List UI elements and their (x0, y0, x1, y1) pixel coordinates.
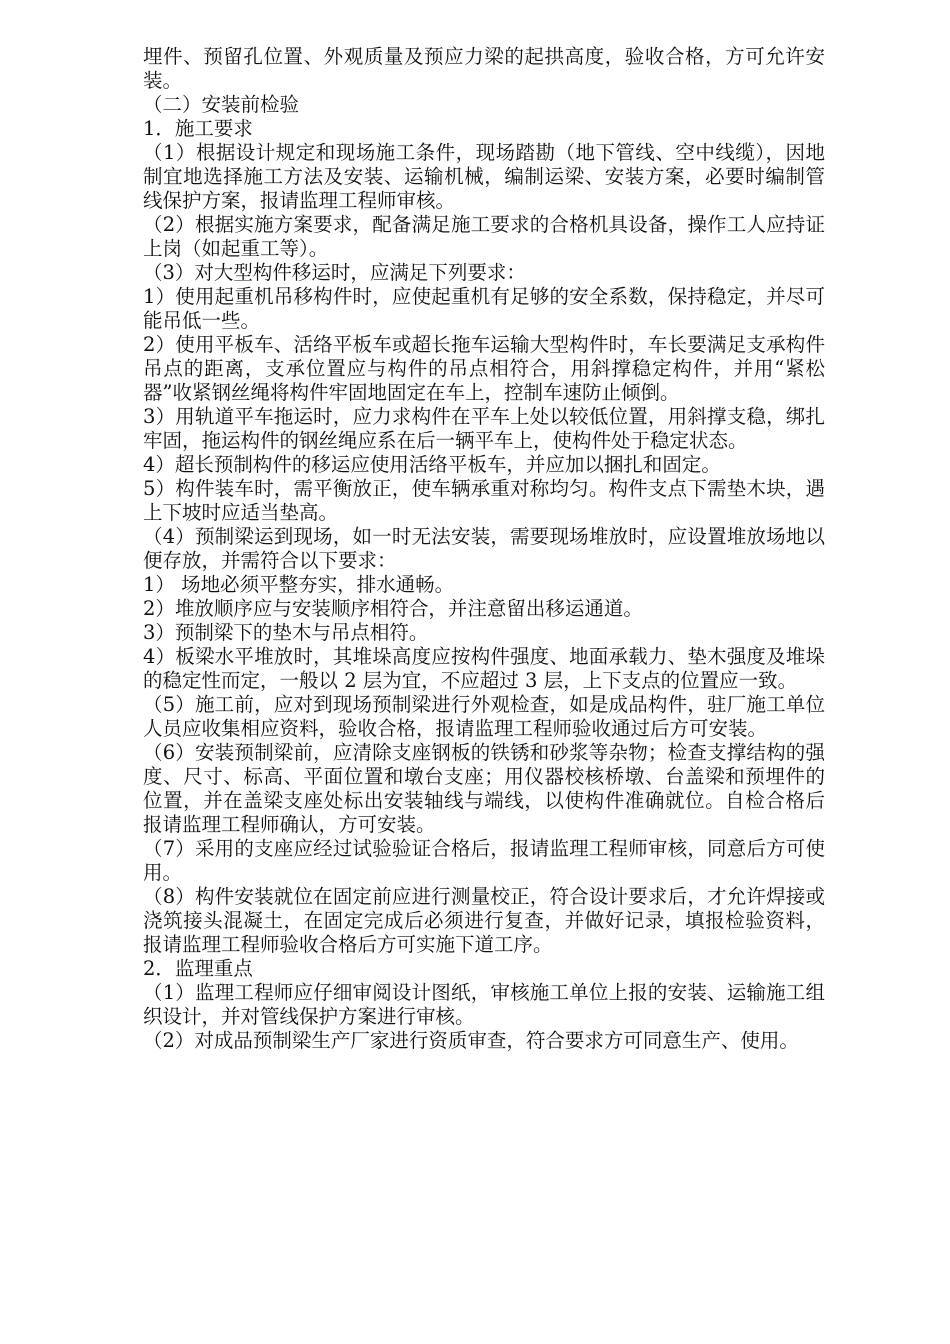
list-item-3-5: 5）构件装车时，需平衡放正，使车辆承重对称均匀。构件支点下需垫木块，遇上下坡时应适当垫高。 (143, 477, 825, 524)
subheading-construction-requirements: 1．施工要求 (143, 117, 253, 140)
paragraph-requirement-2: （2）根据实施方案要求，配备满足施工要求的合格机具设备，操作工人应持证上岗（如起重工等）。 (143, 213, 825, 260)
list-item-4-1: 1） 场地必须平整夯实，排水通畅。 (143, 573, 455, 596)
section-heading-pre-installation-inspection: （二）安装前检验 (143, 93, 300, 116)
paragraph-requirement-8: （8）构件安装就位在固定前应进行测量校正，符合设计要求后，才允许焊接或浇筑接头混凝土，在固定完成后必须进行复查，并做好记录，填报检验资料，报请监理工程师验收合格后方可实施下道工序。 (143, 885, 825, 956)
list-item-3-4: 4）超长预制构件的移运应使用活络平板车，并应加以捆扎和固定。 (143, 453, 721, 476)
list-item-3-2: 2）使用平板车、活络平板车或超长拖车运输大型构件时，车长要满足支承构件吊点的距离，支承位置应与构件的吊点相符合，用斜撑稳定构件，并用“紧松器”收紧钢丝绳将构件牢固地固定在车上，控制车速防止倾倒。 (143, 333, 825, 404)
list-item-3-3: 3）用轨道平车拖运时，应力求构件在平车上处以较低位置，用斜撑支稳，绑扎牢固，拖运构件的钢丝绳应系在后一辆平车上，使构件处于稳定状态。 (143, 405, 825, 452)
paragraph-requirement-1: （1）根据设计规定和现场施工条件，现场踏勘（地下管线、空中线缆），因地制宜地选择施工方法及安装、运输机械，编制运梁、安装方案，必要时编制管线保护方案，报请监理工程师审核。 (143, 141, 825, 212)
paragraph-requirement-7: （7）采用的支座应经过试验验证合格后，报请监理工程师审核，同意后方可使用。 (143, 837, 825, 884)
list-item-4-2: 2）堆放顺序应与安装顺序相符合，并注意留出移运通道。 (143, 597, 643, 620)
document-page (143, 45, 825, 1053)
paragraph-requirement-6: （6）安装预制梁前，应清除支座钢板的铁锈和砂浆等杂物；检查支撑结构的强度、尺寸、标高、平面位置和墩台支座；用仪器校核桥墩、台盖梁和预埋件的位置，并在盖梁支座处标出安装轴线与端线，以使构件准确就位。自检合格后报请监理工程师确认，方可安装。 (143, 741, 825, 836)
paragraph-focus-2: （2）对成品预制梁生产厂家进行资质审查，符合要求方可同意生产、使用。 (143, 1029, 799, 1052)
paragraph-continuation: 埋件、预留孔位置、外观质量及预应力梁的起拱高度，验收合格，方可允许安装。 (143, 45, 825, 92)
paragraph-focus-1: （1）监理工程师应仔细审阅设计图纸，审核施工单位上报的安装、运输施工组织设计，并对管线保护方案进行审核。 (143, 981, 825, 1028)
subheading-supervision-focus: 2．监理重点 (143, 957, 253, 980)
list-item-4-3: 3）预制梁下的垫木与吊点相符。 (143, 621, 429, 644)
paragraph-requirement-5: （5）施工前，应对到现场预制梁进行外观检查，如是成品构件，驻厂施工单位人员应收集相应资料，验收合格，报请监理工程师验收通过后方可安装。 (143, 693, 825, 740)
list-item-3-1: 1）使用起重机吊移构件时，应使起重机有足够的安全系数，保持稳定，并尽可能吊低一些。 (143, 285, 825, 332)
list-item-4-4: 4）板梁水平堆放时，其堆垛高度应按构件强度、地面承载力、垫木强度及堆垛的稳定性而定，一般以 2 层为宜，不应超过 3 层，上下支点的位置应一致。 (143, 645, 825, 692)
paragraph-requirement-3: （3）对大型构件移运时，应满足下列要求： (143, 261, 526, 284)
paragraph-requirement-4: （4）预制梁运到现场，如一时无法安装，需要现场堆放时，应设置堆放场地以便存放，并需符合以下要求： (143, 525, 825, 572)
